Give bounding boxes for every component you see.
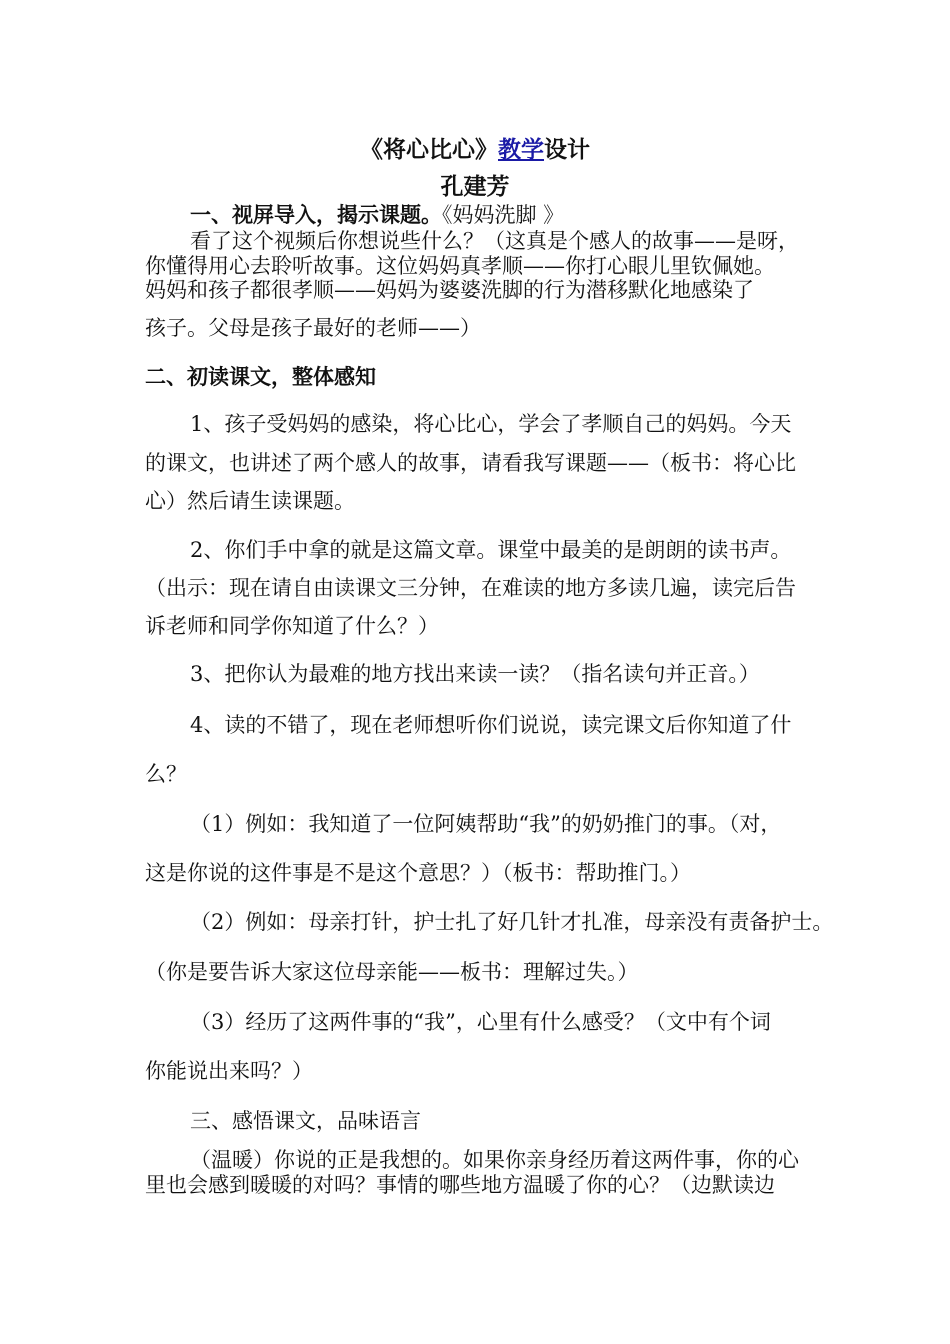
item2-line-2: （出示：现在请自由读课文三分钟，在难读的地方多读几遍，读完后告 [145, 576, 796, 600]
para1-line-1: 看了这个视频后你想说些什么？（这真是个感人的故事——是呀， [190, 229, 799, 253]
item2-line-3: 诉老师和同学你知道了什么？） [145, 614, 439, 638]
item1-line-1: 1、孩子受妈妈的感染，将心比心，学会了孝顺自己的妈妈。今天 [190, 412, 792, 436]
title-prefix: 《将心比心》 [360, 136, 498, 163]
sub3-line-1: （3）经历了这两件事的“我”，心里有什么感受？（文中有个词 [190, 1010, 771, 1034]
item4-line-1: 4、读的不错了，现在老师想听你们说说，读完课文后你知道了什 [190, 713, 792, 737]
para1-line-2: 你懂得用心去聆听故事。这位妈妈真孝顺——你打心眼儿里钦佩她。 [145, 254, 775, 278]
item2-line-1: 2、你们手中拿的就是这篇文章。课堂中最美的是朗朗的读书声。 [190, 538, 792, 562]
section1-heading: 一、视屏导入，揭示课题。 [190, 202, 442, 227]
section3-heading: 三、感悟课文，品味语言 [190, 1109, 421, 1133]
sub3-line-2: 你能说出来吗？） [145, 1059, 313, 1083]
author-name: 孔建芳 [440, 173, 510, 200]
section1-heading-line [145, 201, 870, 229]
para3-line-1: （温暖）你说的正是我想的。如果你亲身经历着这两件事，你的心 [190, 1148, 799, 1172]
item1-line-2: 的课文，也讲述了两个感人的故事，请看我写课题——（板书：将心比 [145, 451, 796, 475]
section2-heading: 二、初读课文，整体感知 [145, 364, 376, 389]
sub2-line-1: （2）例如：母亲打针，护士扎了好几针才扎准，母亲没有责备护士。 [190, 910, 834, 934]
sub2-line-2: （你是要告诉大家这位母亲能——板书：理解过失。） [145, 960, 639, 984]
para3-line-2: 里也会感到暖暖的对吗？事情的哪些地方温暖了你的心？（边默读边 [145, 1173, 775, 1197]
title-link[interactable]: 教学 [498, 136, 544, 163]
item3-line: 3、把你认为最难的地方找出来读一读？（指名读句并正音。） [190, 662, 760, 686]
item4-line-2: 么？ [145, 762, 187, 786]
document-title [0, 135, 950, 165]
sub1-line-1: （1）例如：我知道了一位阿姨帮助“我”的奶奶推门的事。（对， [190, 812, 782, 836]
title-suffix: 设计 [544, 136, 590, 163]
sub1-line-2: 这是你说的这件事是不是这个意思？）（板书：帮助推门。） [145, 861, 691, 885]
para1-line-4: 孩子。父母是孩子最好的老师——） [145, 316, 481, 340]
para1-line-3: 妈妈和孩子都很孝顺——妈妈为婆婆洗脚的行为潜移默化地感染了 [145, 278, 754, 302]
item1-line-3: 心）然后请生读课题。 [145, 489, 355, 513]
section1-video-title: 《妈妈洗脚 》 [442, 203, 565, 227]
